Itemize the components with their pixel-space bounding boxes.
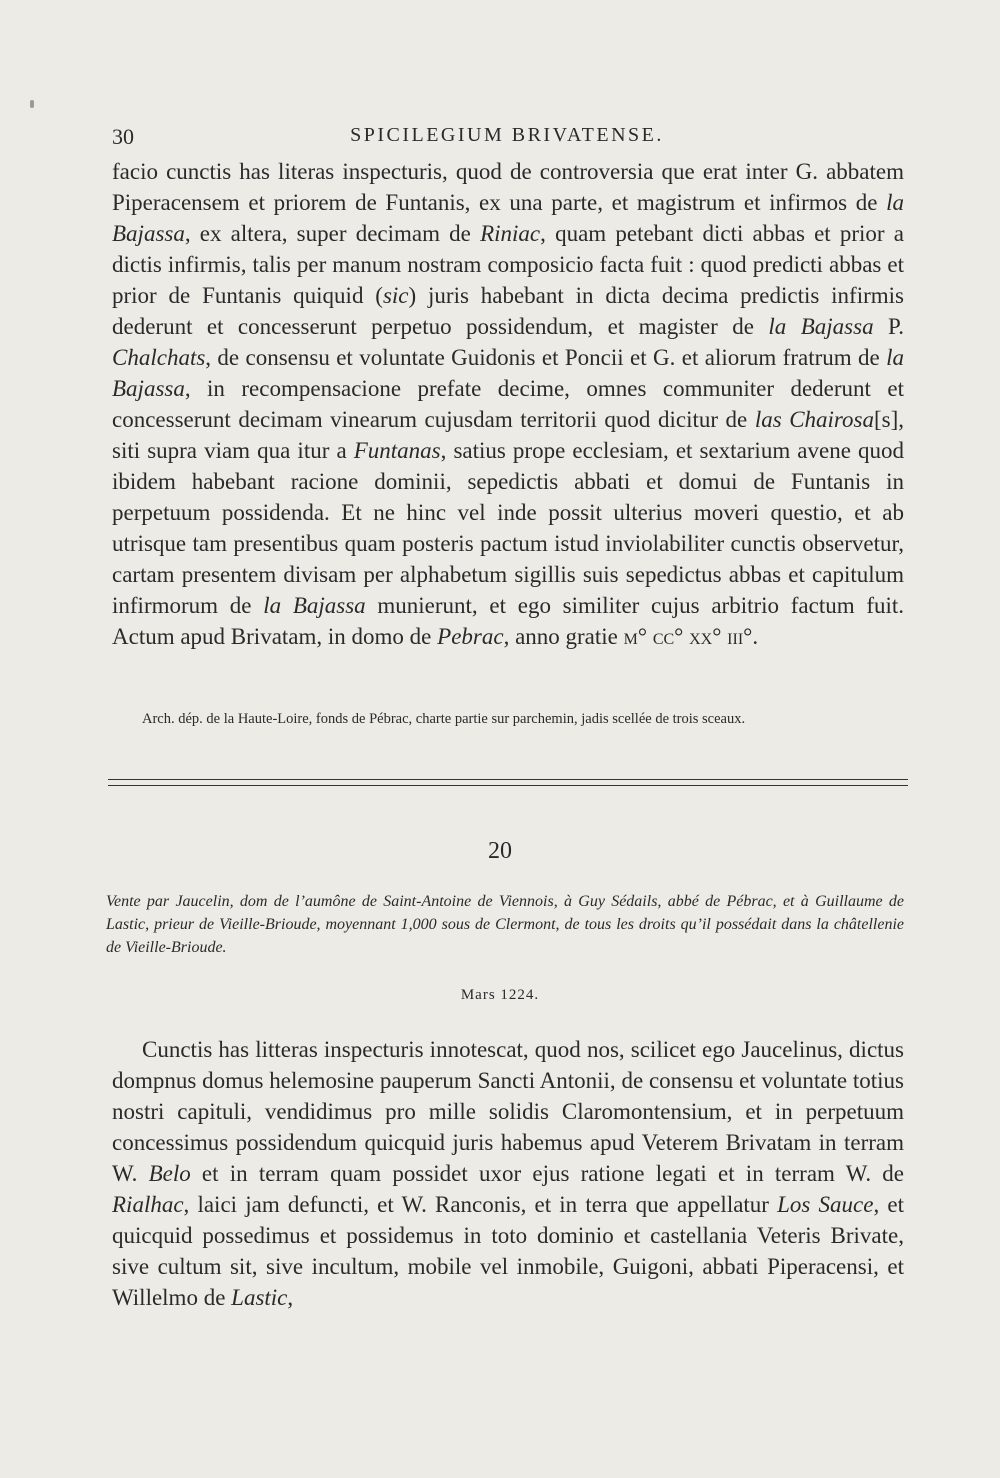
roman-date: m° cc° xx° iii° (623, 624, 753, 649)
charter-19-text (112, 156, 904, 652)
place-name: Pebrac (437, 624, 504, 649)
text-run: , anno gratie (503, 624, 624, 649)
text-run: , ex altera, super decimam de (184, 221, 481, 246)
place-name: Funtanas (353, 438, 441, 463)
text-run: , et quicquid possedimus et possidemus in toto dominio et castellania Veteris Brivate, sive cultum sit, sive incultum, mobile vel inmobile, Guigoni, abbati Piperacensi, et Willelmo de (112, 1192, 904, 1310)
person-name: Chalchats (112, 345, 206, 370)
archive-source-note: Arch. dép. de la Haute-Loire, fonds de Pébrac, charte partie sur parchemin, jadis scellée de trois sceaux. (142, 711, 746, 727)
text-run: , quam petebant dicti abbas et prior a dictis infirmis, talis per manum nostram composicio facta fuit : quod predicti abbas et prior de Funtanis quiquid ( (112, 221, 904, 308)
text-run: P. (873, 314, 904, 339)
place-name: la Bajassa (112, 345, 904, 401)
charter-20-paragraph (112, 1034, 904, 1313)
separator-rule-bottom (108, 785, 908, 786)
paper-blemish (30, 100, 34, 108)
place-name: Rialhac (112, 1192, 184, 1217)
document-number: 20 (488, 838, 512, 864)
editorial-sic: sic (382, 283, 409, 308)
place-name: Riniac (480, 221, 541, 246)
page-number: 30 (112, 124, 134, 149)
charter-19-paragraph (112, 156, 904, 652)
document-summary: Vente par Jaucelin, dom de l’aumône de Saint-Antoine de Viennois, à Guy Sédails, abbé de Pébrac, et à Guillaume de Lastic, prieur de Vieille-Brioude, moyennant 1,000 sous de Clermont, de tous les droits qu’il possédait dans la châtellenie de Vieille-Brioude. (106, 893, 904, 956)
place-name: Los Sauce (777, 1192, 874, 1217)
place-name: las Chairosa (754, 407, 874, 432)
charter-20-text (112, 1034, 904, 1313)
text-run: munierunt, et ego similiter cujus arbitrio factum fuit. Actum apud Brivatam, in domo de (112, 593, 905, 649)
person-name: Belo (148, 1161, 191, 1186)
text-run: , (287, 1285, 294, 1310)
separator-rule-top (108, 779, 908, 780)
running-title: SPICILEGIUM BRIVATENSE. (350, 124, 664, 146)
text-run: et in terram quam possidet uxor ejus ratione legati et in terram W. de (190, 1161, 904, 1186)
text-run: , de consensu et voluntate Guidonis et Poncii et G. et aliorum fratrum de (205, 345, 887, 370)
text-run: , satius prope ecclesiam, et sextarium avene quod ibidem habebant racione dominii, sepedictis abbati et domui de Funtanis in perpetuum possidenda. Et ne hinc vel inde possit ulterius moveri questio, et ab utrisque tam presentibus quam posteris pactum istud inviolabiliter cunctis observetur, cartam presentem divisam per alphabetum sigillis suis sepedictus abbas et capitulum infirmorum de (112, 438, 904, 618)
text-run: . (752, 624, 759, 649)
text-run: , laici jam defuncti, et W. Ranconis, et in terra que appellatur (183, 1192, 778, 1217)
text-run: , in recompensacione prefate decime, omnes communiter dederunt et concesserunt decimam vinearum cujusdam territorii quod dicitur de (112, 376, 904, 432)
text-run: ) juris habebant in dicta decima predictis infirmis dederunt et concesserunt perpetuo possidendum, et magister de (112, 283, 904, 339)
running-header (112, 124, 902, 154)
text-run: [s], siti supra viam qua itur a (112, 407, 905, 463)
place-name: Lastic (231, 1285, 288, 1310)
place-name: la Bajassa (768, 314, 874, 339)
place-name: la Bajassa (112, 190, 904, 246)
place-name: la Bajassa (263, 593, 366, 618)
text-run: facio cunctis has literas inspecturis, quod de controversia que erat inter G. abbatem Piperacensem et priorem de Funtanis, ex una parte, et magistrum et infirmos de (112, 159, 904, 215)
text-run: Cunctis has litteras inspecturis innotescat, quod nos, scilicet ego Jaucelinus, dictus dompnus domus helemosine pauperum Sancti Antonii, de consensu et voluntate totius nostri capituli, vendidimus pro mille solidis Claromontensium, et in perpetuum concessimus possidendum quicquid juris habemus apud Veterem Brivatam in terram W. (112, 1037, 904, 1186)
document-date: Mars 1224. (460, 987, 540, 1003)
